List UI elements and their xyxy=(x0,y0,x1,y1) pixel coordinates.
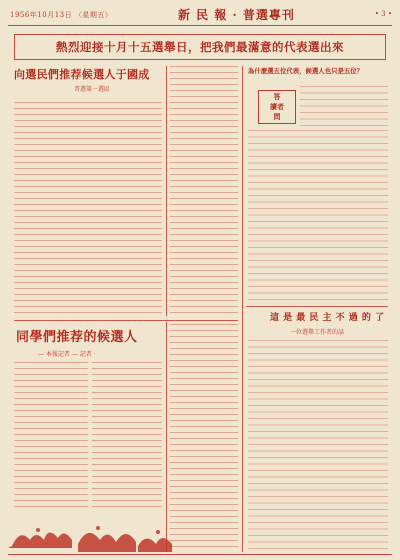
page-number: • 3 • xyxy=(374,10,392,18)
article-body xyxy=(170,66,238,316)
issue-date: 1956年10月13日 （星期五） xyxy=(10,11,113,19)
article-title: 向選民們推荐候選人于國成 xyxy=(14,68,150,81)
article-body xyxy=(248,340,388,552)
article-body xyxy=(14,362,88,512)
article-byline: — 本報記者 — 記者 · xyxy=(38,351,96,358)
article-title: 同學們推荐的候選人 xyxy=(16,330,138,345)
article-title: 這 是 最 民 主 不 過 的 了 xyxy=(270,313,385,323)
masthead: 新 民 報 · 普選專刊 xyxy=(178,8,295,22)
qa-label: 答 xyxy=(273,92,281,101)
article-right-bottom xyxy=(250,310,390,336)
qa-label: 讀者 xyxy=(270,102,284,111)
article-title: 為什麼選五位代表，候選人也只是五位？ xyxy=(248,67,364,75)
page-header xyxy=(8,6,392,24)
parade-illustration-icon xyxy=(8,516,188,556)
section-divider xyxy=(14,320,238,321)
article-right-top xyxy=(248,66,388,75)
column-divider xyxy=(166,66,167,316)
article-left-bottom xyxy=(16,326,166,358)
article-byline: 一位選舉工作者的話 xyxy=(290,329,345,336)
article-body xyxy=(92,362,162,512)
qa-label: 問 xyxy=(273,112,281,121)
article-body xyxy=(14,102,162,314)
article-byline: 普選第一選區 xyxy=(74,86,111,93)
article-left-top xyxy=(14,66,164,93)
header-rule xyxy=(8,25,392,26)
footer-rule xyxy=(8,554,392,555)
article-body xyxy=(248,130,388,302)
headline-banner: 熱烈迎接十月十五選舉日，把我們最滿意的代表選出來 xyxy=(14,34,386,60)
qa-label-box xyxy=(258,90,296,124)
column-divider xyxy=(242,66,243,552)
section-divider xyxy=(246,306,388,307)
article-body xyxy=(300,86,388,126)
